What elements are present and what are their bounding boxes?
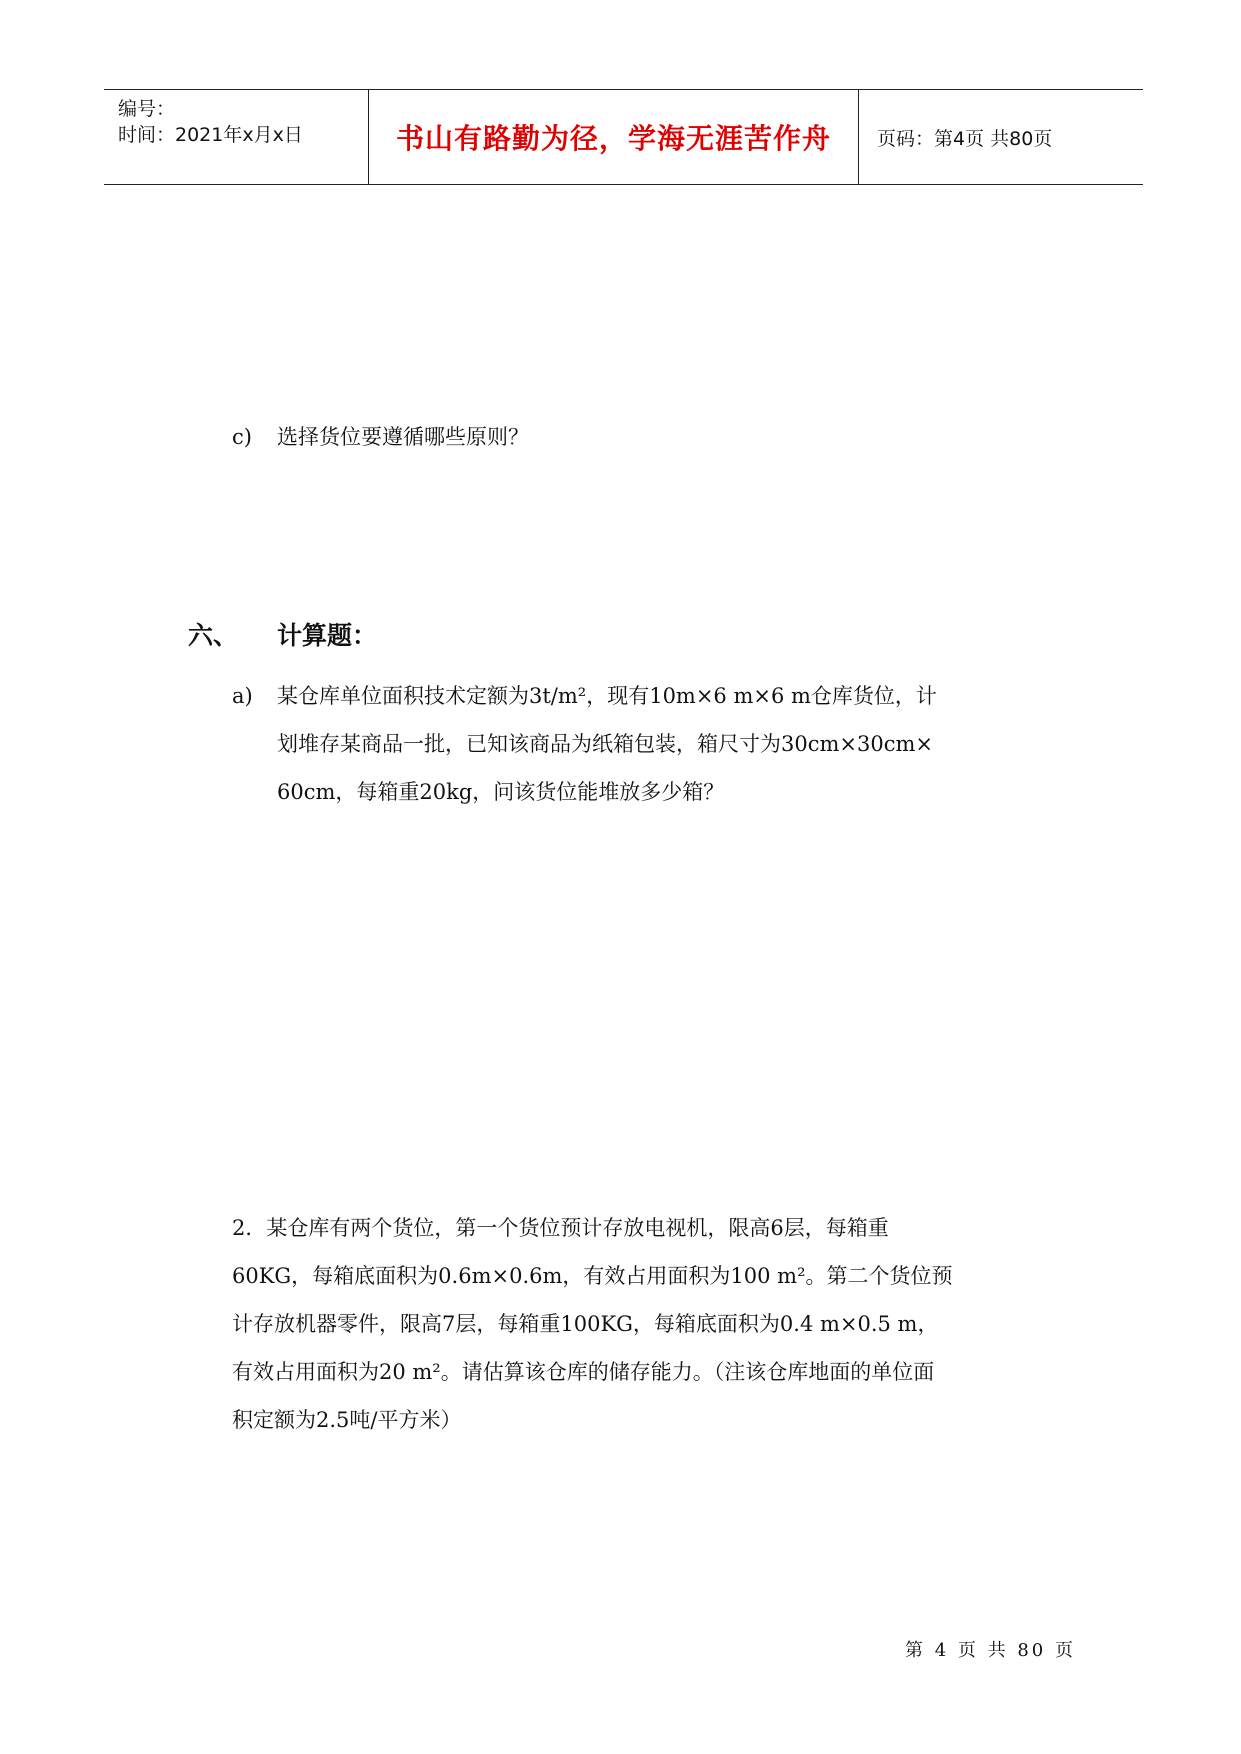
- header-page-code: 页码：第4页 共80页: [877, 127, 1053, 150]
- question-a-text: [277, 672, 937, 816]
- question-2-line: 有效占用面积为20 m²。请估算该仓库的储存能力。（注该仓库地面的单位面: [232, 1360, 935, 1384]
- question-2-text: [232, 1204, 953, 1444]
- header-motto: 书山有路勤为径，学海无涯苦作舟: [395, 122, 831, 155]
- header-left-cell: [104, 90, 369, 184]
- question-a-line: 60cm，每箱重20kg，问该货位能堆放多少箱？: [277, 780, 725, 804]
- page-header: [104, 89, 1143, 185]
- header-right-cell: [859, 90, 1143, 184]
- question-a-marker: a): [232, 684, 253, 708]
- question-2-line: 60KG，每箱底面积为0.6m×0.6m，有效占用面积为100 m²。第二个货位预: [232, 1264, 953, 1288]
- question-2-line: 计存放机器零件，限高7层，每箱重100KG，每箱底面积为0.4 m×0.5 m，: [232, 1312, 939, 1336]
- question-a-line: 划堆存某商品一批，已知该商品为纸箱包装，箱尺寸为30cm×30cm×: [277, 732, 933, 756]
- document-number-label: 编号：: [118, 98, 176, 120]
- question-c-text: 选择货位要遵循哪些原则？: [277, 425, 529, 449]
- page-footer: 第 4 页 共 80 页: [905, 1640, 1076, 1661]
- document-time-label: 时间：2021年x月x日: [118, 124, 303, 146]
- question-a-line: 某仓库单位面积技术定额为3t/m²，现有10m×6 m×6 m仓库货位，计: [277, 684, 937, 708]
- section-six-number: 六、: [188, 621, 239, 650]
- question-2-line: 2．某仓库有两个货位，第一个货位预计存放电视机，限高6层，每箱重: [232, 1216, 889, 1240]
- question-c-marker: c): [232, 425, 252, 449]
- header-middle-cell: [369, 90, 859, 184]
- question-2-line: 积定额为2.5吨/平方米）: [232, 1408, 462, 1432]
- section-six-title: 计算题：: [277, 621, 378, 650]
